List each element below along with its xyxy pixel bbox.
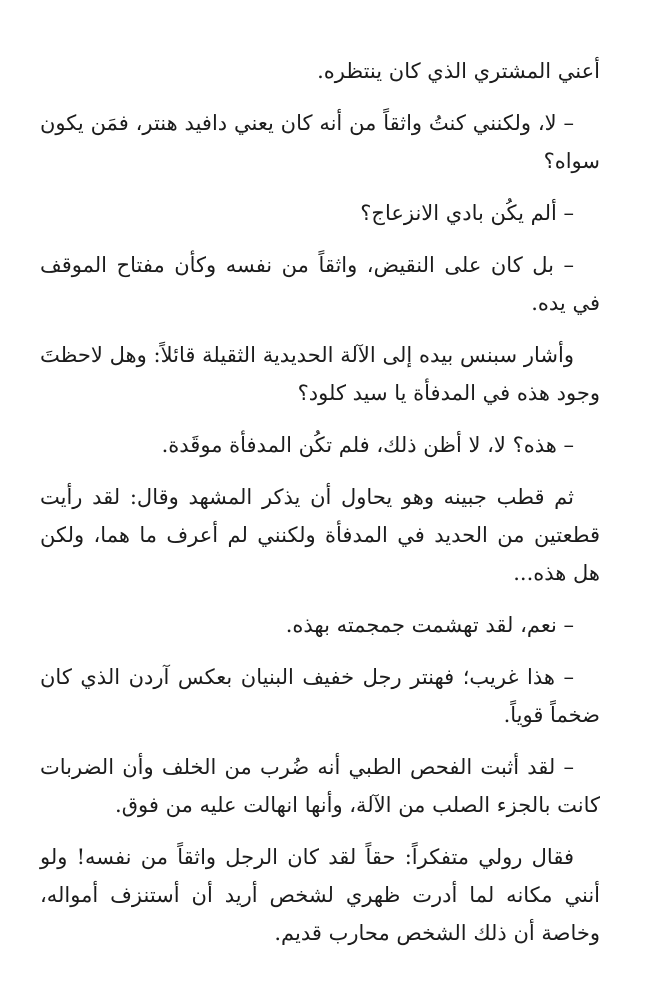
- paragraph-3: – ألم يكُن بادي الانزعاج؟: [360, 201, 574, 225]
- paragraph-7: ثم قطب جبينه وهو يحاول أن يذكر المشهد وقال: لقد رأيت قطعتين من الحديد في المدفأة ولكنني لم أعرف ما هما، ولكن هل هذه...: [40, 485, 600, 585]
- paragraph-6: – هذه؟ لا، لا أظن ذلك، فلم تكُن المدفأة موقَدة.: [161, 433, 574, 457]
- paragraph-1: أعني المشتري الذي كان ينتظره.: [317, 59, 600, 83]
- paragraph-10: – لقد أثبت الفحص الطبي أنه ضُرب من الخلف وأن الضربات كانت بالجزء الصلب من الآلة، وأنها انهالت عليه من فوق.: [40, 755, 600, 817]
- paragraph-11: فقال رولي متفكراً: حقاً لقد كان الرجل واثقاً من نفسه! ولو أنني مكانه لما أدرت ظهري لشخص أريد أن أستنزف أمواله، وخاصة أن ذلك الشخص محارب قديم.: [40, 845, 600, 945]
- paragraph-2: – لا، ولكنني كنتُ واثقاً من أنه كان يعني دافيد هنتر، فمَن يكون سواه؟: [40, 111, 600, 173]
- paragraph-8: – نعم، لقد تهشمت جمجمته بهذه.: [285, 613, 574, 637]
- paragraph-4: – بل كان على النقيض، واثقاً من نفسه وكأن مفتاح الموقف في يده.: [40, 253, 600, 315]
- book-page: [40, 52, 600, 966]
- paragraph-9: – هذا غريب؛ فهنتر رجل خفيف البنيان بعكس آردن الذي كان ضخماً قوياً.: [40, 665, 600, 727]
- paragraph-5: وأشار سبنس بيده إلى الآلة الحديدية الثقيلة قائلاً: وهل لاحظتَ وجود هذه في المدفأة يا سيد كلود؟: [40, 343, 600, 405]
